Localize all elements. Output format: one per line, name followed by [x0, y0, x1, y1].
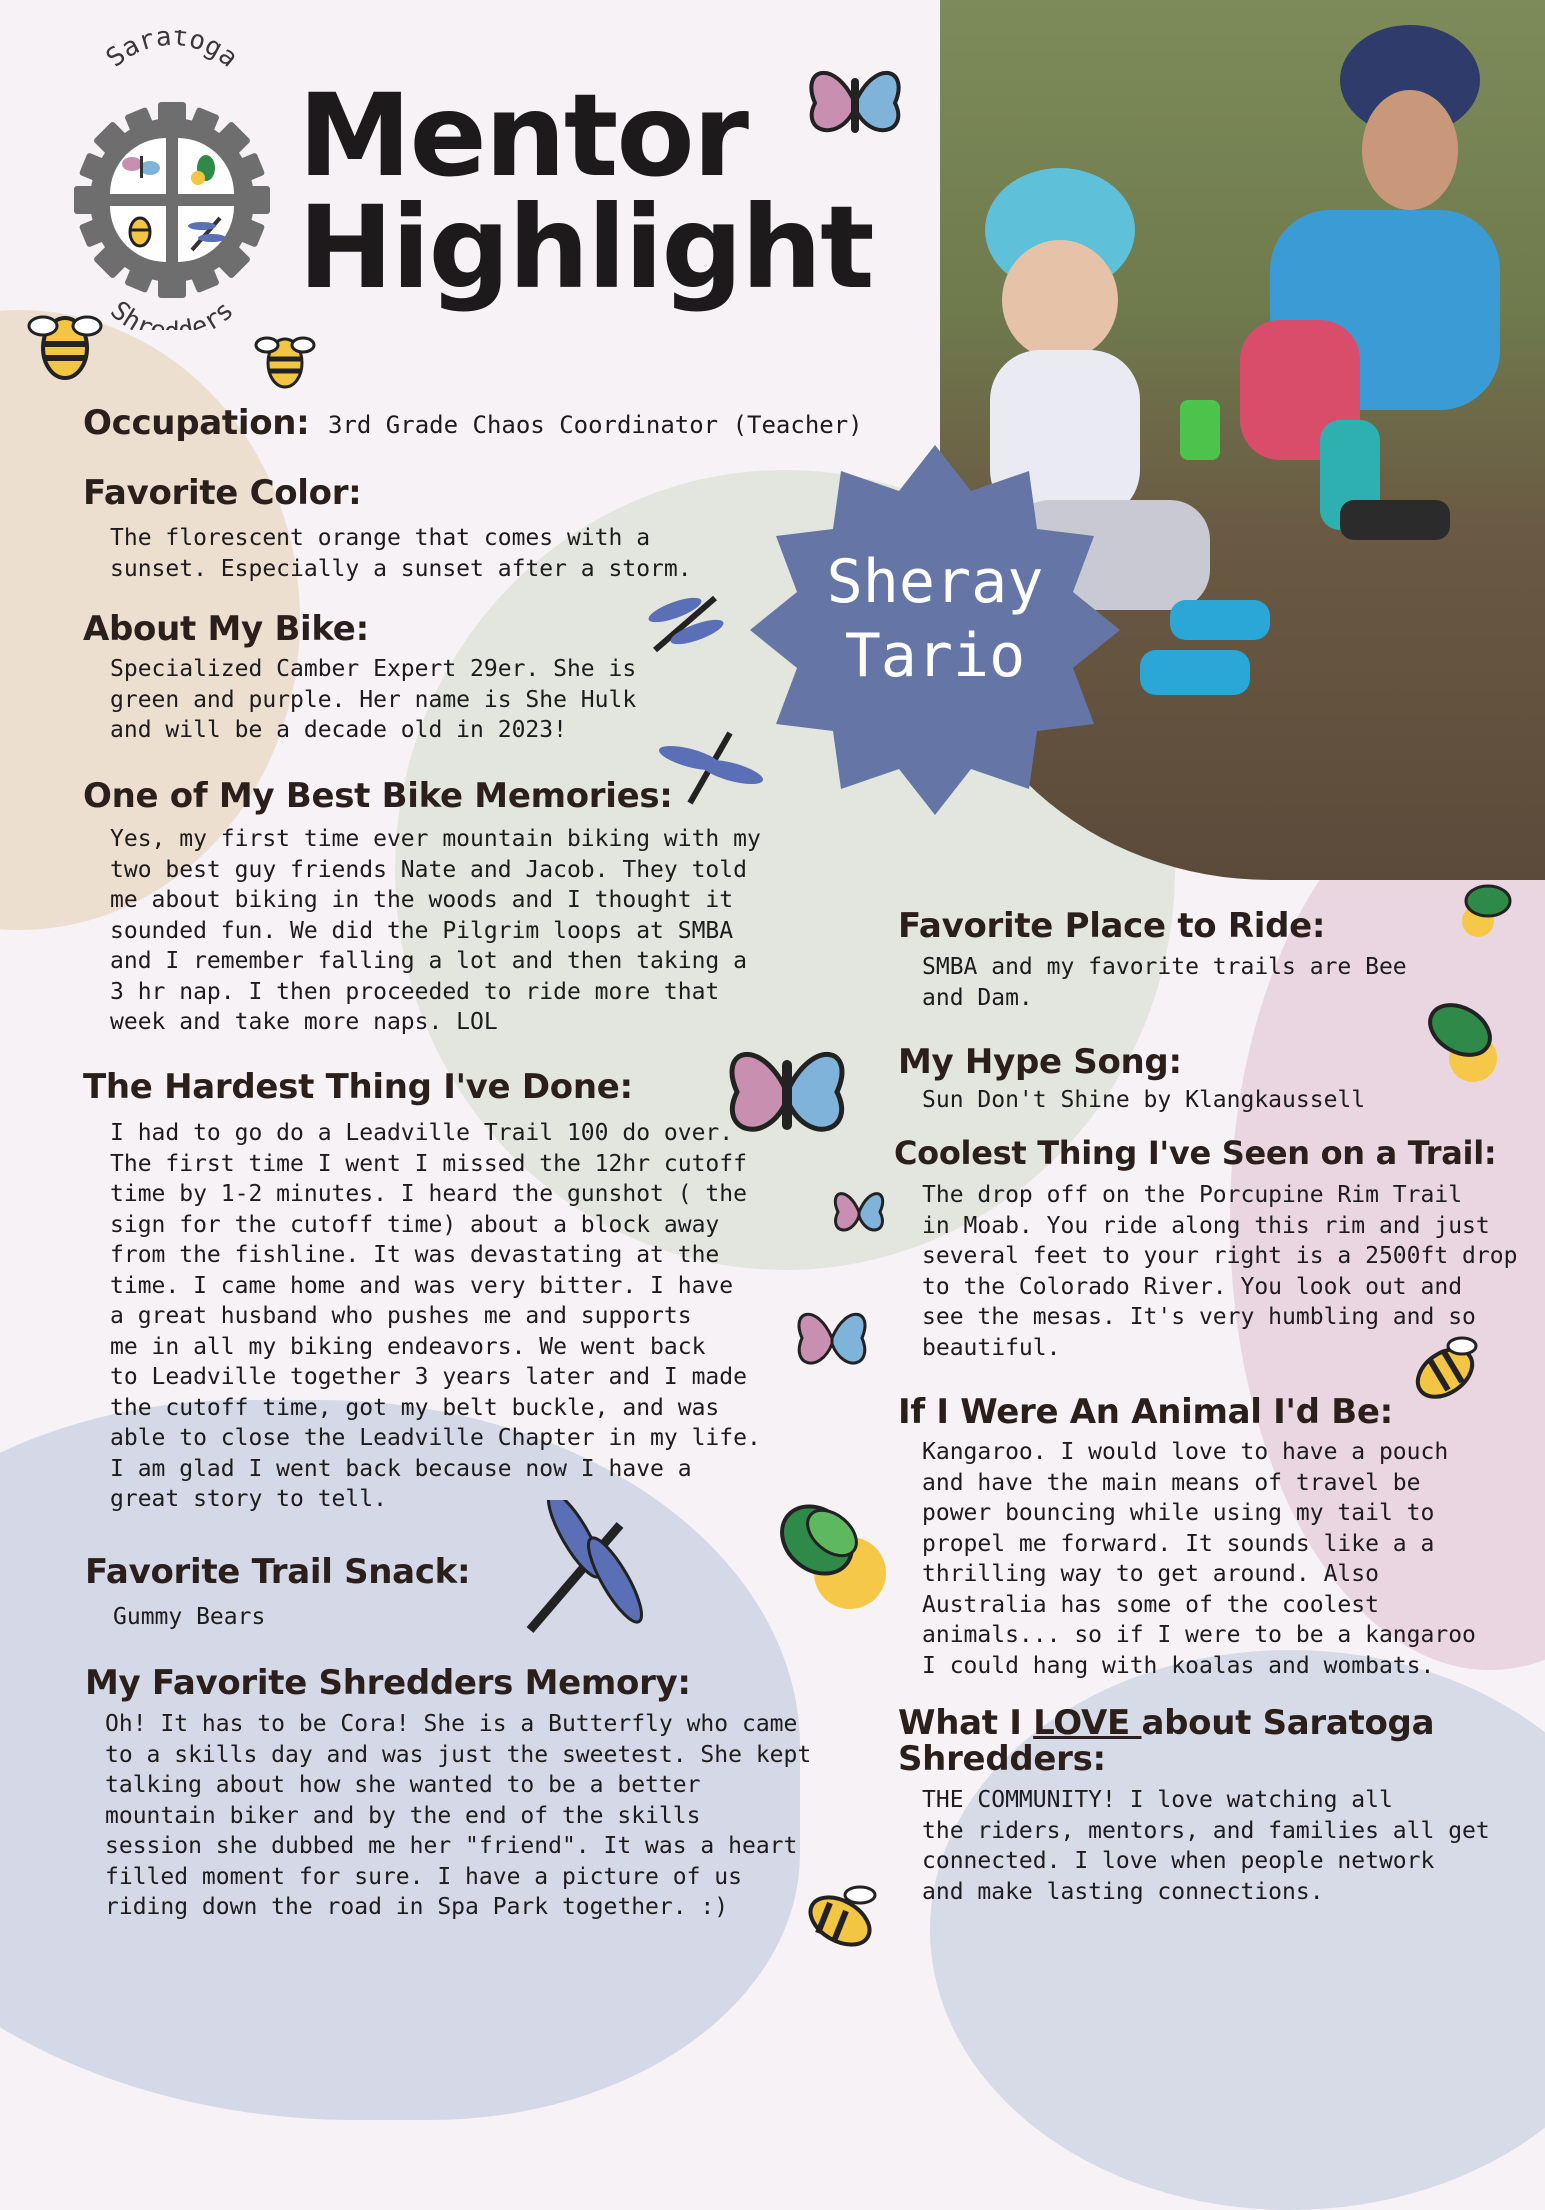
- mentor-name: [735, 545, 1135, 693]
- shredders-memory-text: Oh! It has to be Cora! She is a Butterfly who came to a skills day and was just the sweetest. She kept talking about how she wanted to be a better mountain biker and by the end of the skills session she dubbed me her "friend". It was a heart filled moment for sure. I have a picture of us riding down the road in Spa Park together. :): [105, 1711, 812, 1920]
- shredders-memory-heading: My Favorite Shredders Memory:: [85, 1663, 691, 1703]
- hardest-thing-text: I had to go do a Leadville Trail 100 do over. The first time I went I missed the 12hr cutoff time by 1-2 minutes. I heard the gunshot ( the sign for the cutoff time) about a block away from the fishline. It was devastating at the time. I came home and was very bitter. I have a great husband who pushes me and supports me in all my biking endeavors. We went back to Leadville together 3 years later and I made the cutoff time, got my belt buckle, and was able to close the Leadville Chapter in my life. I am glad I went back because now I have a great story to tell.: [110, 1120, 761, 1512]
- hype-song-heading: My Hype Song:: [898, 1042, 1182, 1082]
- butterfly-icon: [826, 1180, 892, 1246]
- gear-logo-icon: [62, 30, 272, 330]
- occupation-label: Occupation:: [83, 403, 310, 443]
- love-about-text: THE COMMUNITY! I love watching all the riders, mentors, and families all get connected. I love when people network and make lasting connections.: [922, 1787, 1490, 1905]
- hype-song-text: Sun Don't Shine by Klangkaussell: [922, 1087, 1366, 1113]
- hardest-thing-heading: The Hardest Thing I've Done:: [83, 1067, 633, 1107]
- occupation-value: 3rd Grade Chaos Coordinator (Teacher): [328, 411, 863, 439]
- trail-snack-text: Gummy Bears: [113, 1604, 266, 1630]
- coolest-thing-text: The drop off on the Porcupine Rim Trail in Moab. You ride along this rim and just several feet to your right is a 2500ft drop to the Colorado River. You look out and see the mesas. It's very humbling and so beautiful.: [922, 1182, 1518, 1361]
- butterfly-icon: [795, 48, 915, 158]
- love-about-heading: [898, 1705, 1434, 1777]
- best-memory-text: Yes, my first time ever mountain biking with my two best guy friends Nate and Jacob. They told me about biking in the woods and I thought it sounded fun. We did the Pilgrim loops at SMBA and I remember falling a lot and then taking a 3 hr nap. I then proceeded to ride more that week and take more naps. LOL: [110, 826, 761, 1035]
- svg-text:Saratoga: Saratoga: [100, 30, 244, 74]
- animal-text: Kangaroo. I would love to have a pouch and have the main means of travel be power bouncing while using my tail to propel me forward. It sounds like a a thrilling way to get around. Also Australia has some of the coolest animals... so if I were to be a kangaroo I could hang with koalas and wombats.: [922, 1439, 1476, 1679]
- best-memory-heading: One of My Best Bike Memories:: [83, 776, 673, 816]
- favorite-color-text: The florescent orange that comes with a sunset. Especially a sunset after a storm.: [110, 525, 692, 582]
- love-emphasis: LOVE: [1033, 1703, 1142, 1743]
- animal-heading: If I Were An Animal I'd Be:: [898, 1392, 1393, 1432]
- logo-bee-icon: [130, 218, 150, 246]
- butterfly-icon: [787, 1298, 877, 1378]
- firefly-icon: [1418, 990, 1508, 1085]
- name-badge: [735, 430, 1135, 830]
- firefly-icon: [762, 1485, 892, 1615]
- firefly-icon: [1456, 873, 1518, 941]
- name-first: Sheray: [826, 547, 1044, 617]
- favorite-place-text: SMBA and my favorite trails are Bee and Dam.: [922, 954, 1407, 1011]
- love-about-heading-line-1: What I LOVE about Saratoga: [898, 1703, 1435, 1743]
- favorite-place-heading: Favorite Place to Ride:: [898, 906, 1326, 946]
- about-bike-heading: About My Bike:: [83, 609, 369, 649]
- dragonfly-icon: [515, 1500, 655, 1640]
- page-title: [298, 69, 873, 314]
- coolest-thing-heading: Coolest Thing I've Seen on a Trail:: [894, 1134, 1497, 1172]
- dragonfly-icon: [635, 590, 730, 660]
- bee-icon: [252, 325, 318, 395]
- trail-snack-heading: Favorite Trail Snack:: [85, 1552, 471, 1592]
- title-line-1: Mentor: [298, 69, 747, 202]
- about-bike-text: Specialized Camber Expert 29er. She is green and purple. Her name is She Hulk and will be a decade old in 2023!: [110, 656, 637, 743]
- saratoga-shredders-logo: [62, 30, 272, 330]
- love-about-heading-line-2: Shredders:: [898, 1739, 1106, 1779]
- bee-icon: [25, 300, 105, 390]
- svg-text:Shredders: Shr ers: [104, 295, 240, 330]
- title-line-2: Highlight: [298, 181, 873, 314]
- favorite-color-heading: Favorite Color:: [83, 473, 362, 513]
- name-last: Tario: [844, 621, 1026, 691]
